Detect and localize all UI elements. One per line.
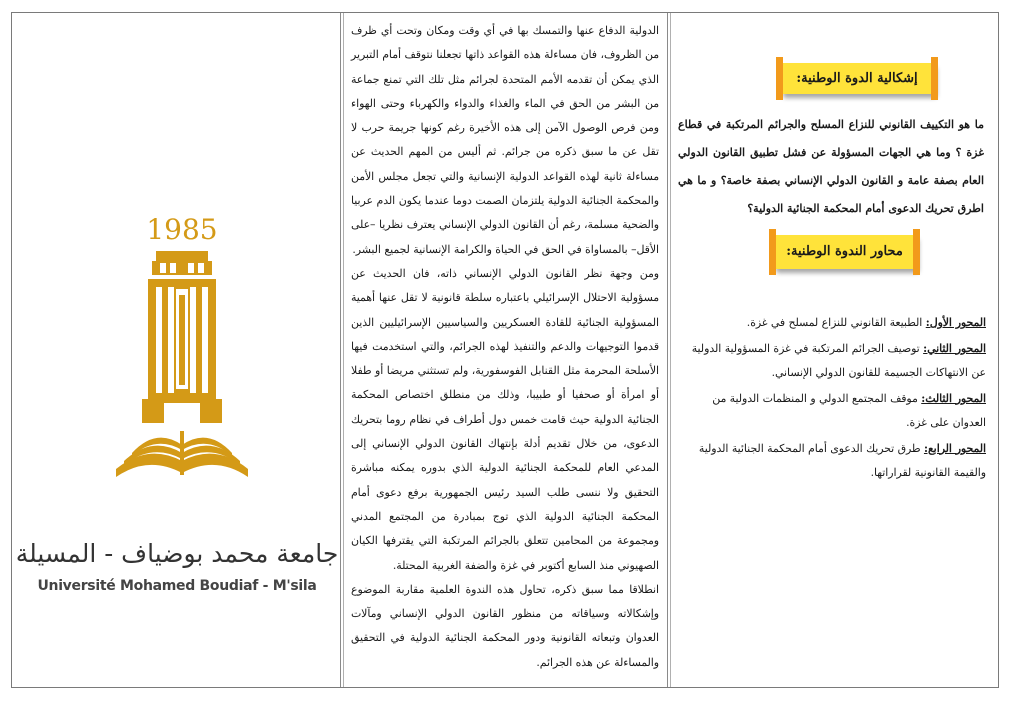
axis-item-text: الطبيعة القانوني للنزاع لمسلح في غزة.: [746, 316, 923, 329]
axis-item-label: المحور الأول:: [925, 316, 986, 329]
university-name-ar: جامعة محمد بوضياف - المسيلة: [15, 539, 339, 568]
axis-item: [678, 337, 986, 386]
problem-banner: [780, 63, 934, 94]
document-sheet: [11, 12, 999, 688]
intro-paragraph-2: ومن وجهة نظر القانون الدولي الإنساني ذاته، فان الحديث عن مسؤولية الاحتلال الإسرائيلي باعتباره سلطة قانونية لا تقل عنها أهمية المسؤولية الجنائية للقادة العسكريين والسياسيين الإسرائيليين الذين قدموا التوجيهات والدعم والتنفيذ لهذه الجرائم، والتي استخدمت فيها الأسلحة المحرمة مثل القنابل الفوسفورية، ولم تستثني مريضا أو طفلا أو امرأة أو صحفيا أو طبيبا، وذلك من منطلق اختصاص المحكمة الجنائية الدولية حيث قامت خمس دول أطراف في نظام روما بتحريك الدعوى، من خلال تقديم أدلة بإنتهاك القانون الدولي الإنساني إلى المدعي العام للمحكمة الجنائية الدولية الذي بدوره يمكنه مباشرة التحقيق ولا ننسى طلب السيد رئيس الجمهورية برفع دعوى أمام المحكمة الجنائية الدولية الذي توج بمبادرة من المجتمع المدني ومجموعة من المحامين تتعلق بالجرائم المرتكبة التي يقترفها الكيان الصهيوني منذ السابع أكتوبر في غزة والضفة الغربية المحتلة.: [351, 266, 659, 572]
logo-column: [12, 13, 342, 687]
intro-text: [351, 19, 659, 675]
axis-item-text: موقف المجتمع الدولي و المنظمات الدولية من العدوان على غزة.: [712, 391, 986, 429]
axis-item: [678, 311, 986, 336]
axis-item-label: المحور الرابع:: [923, 441, 986, 455]
intro-paragraph-1: الدولية الدفاع عنها والتمسك بها في أي وقت ومكان وتحت أي ظرف من الظروف، فان مساءلة هذه القواعد ذاتها تجعلنا نتوقف أمام التبرير الذي يمكن أن تقدمه الأمم المتحدة لجرائم مثل تلك التي تمنع جماعة من البشر من الحق في الماء والغذاء والدواء والكهرباء وحتى الهواء ومن فرص الوصول الآمن إلى هذه الأخيرة رغم كونها جريمة حرب لا تقل عن ما سبق ذكره من جرائم. ثم أليس من المهم الحديث عن مساءلة ثانية لهذه القواعد الدولية الإنسانية والتي تجعل مجلس الأمن والمحكمة الجنائية الدولية يلتزمان الصمت دوما عندما يكون الدم عربيا والضحية مسلمة، رغم أن القانون الدولي الإنساني يعترف نظريا –على الأقل– بالمساواة في الحق في الحياة والكرامة الإنسانية لجميع البشر.: [351, 24, 659, 256]
axes-banner: [773, 235, 916, 269]
axis-item-text: طرق تحريك الدعوى أمام المحكمة الجنائية الدولية والقيمة القانونية لقراراتها.: [698, 441, 986, 479]
axes-list: [678, 311, 986, 487]
axis-item-text: توصيف الجرائم المرتكبة في غزة المسؤولية الدولية عن الانتهاكات الجسيمة للقانون الدولي الإنساني.: [691, 341, 986, 379]
problem-question: ما هو التكييف القانوني للنزاع المسلح والجرائم المرتكبة في قطاع غزة ؟ وما هي الجهات المسؤولة عن فشل تطبيق القانون الدولي العام بصفة عامة و القانون الدولي الإنساني بصفة خاصة؟ و ما هي اطرق تحريك الدعوى أمام المحكمة الجنائية الدولية؟: [678, 118, 984, 215]
problem-axes-column: [667, 13, 998, 687]
university-logo: [112, 199, 252, 509]
problem-banner-label: إشكالية الدوة الوطنية:: [796, 71, 918, 86]
university-name-fr: Université Mohamed Boudiaf - M'sila: [37, 578, 317, 594]
axis-item: [678, 437, 986, 486]
intro-column: [340, 13, 667, 687]
axis-item-label: المحور الثاني:: [923, 341, 986, 355]
logo-year: 1985: [146, 213, 218, 246]
axis-item-label: المحور الثالث:: [921, 391, 986, 405]
axis-item: [678, 387, 986, 436]
axes-banner-label: محاور الندوة الوطنية:: [786, 244, 903, 259]
intro-paragraph-3: انطلاقا مما سبق ذكره، تحاول هذه الندوة العلمية مقاربة الموضوع وإشكالاته وسياقاته من منظور القانون الدولي الإنساني ومآلات العدوان وتبعاته القانونية ودور المحكمة الجنائية الدولية في التحقيق والمساءلة عن هذه الجرائم.: [351, 582, 659, 669]
